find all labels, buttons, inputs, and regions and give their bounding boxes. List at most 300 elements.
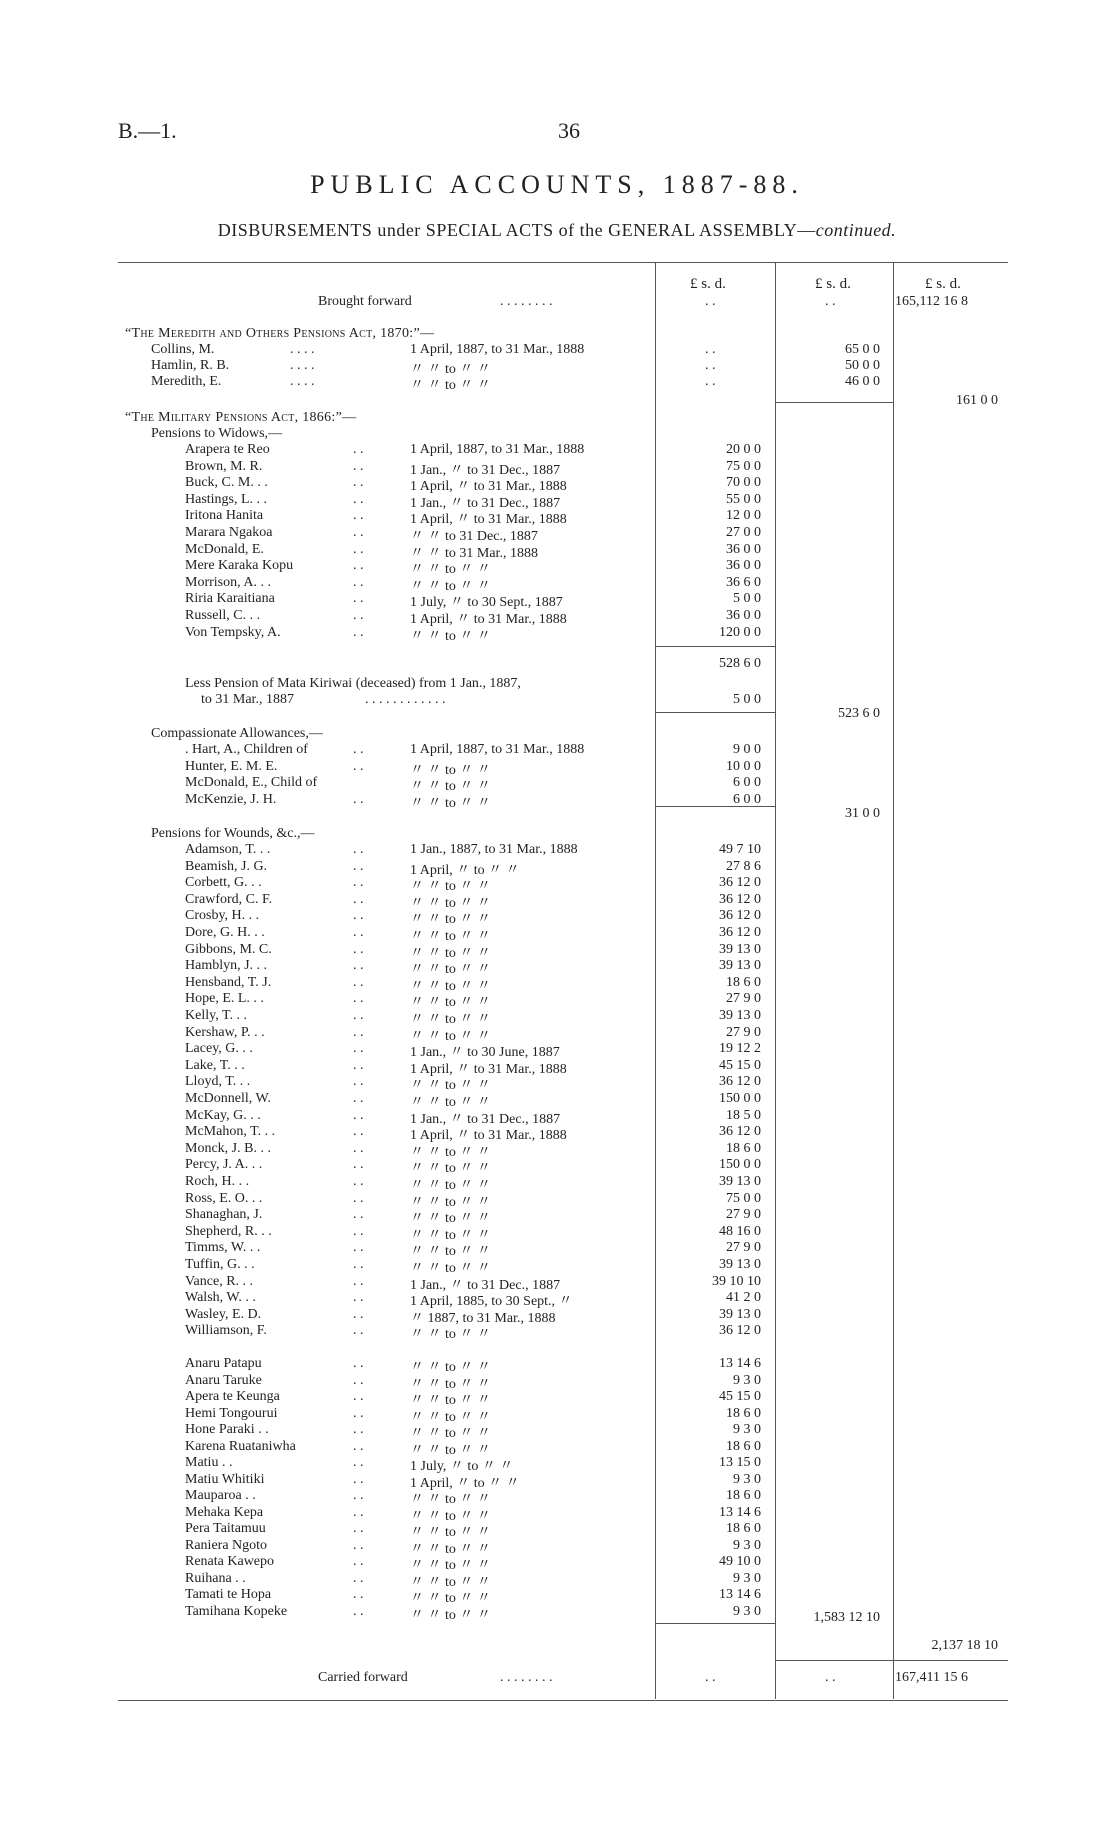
- row-col1-placeholder: . .: [705, 374, 716, 389]
- row-dots: . .: [353, 941, 364, 957]
- row-period: 〃 1887, to 31 Mar., 1888: [410, 1310, 556, 1326]
- row-dots: . .: [353, 475, 364, 491]
- row-period: 〃 〃 to 〃 〃: [410, 1607, 491, 1623]
- row-name: Hamlin, R. B.: [151, 358, 230, 373]
- row-dots: . . . .: [290, 342, 315, 357]
- widows-heading: Pensions to Widows,—: [151, 426, 283, 441]
- row-dots: . .: [353, 458, 364, 474]
- row-name: Shanaghan, J.: [185, 1207, 263, 1223]
- row-amount: 36 12 0: [719, 925, 761, 940]
- row-dots: . .: [353, 525, 364, 540]
- row-amount: 27 9 0: [726, 1024, 761, 1040]
- military-act-heading: “The Military Pensions Act, 1866:”—: [125, 410, 357, 425]
- less-pension-line2: to 31 Mar., 1887: [201, 692, 294, 707]
- row-amount: 10 0 0: [726, 758, 761, 774]
- row-dots: . .: [353, 758, 364, 774]
- row-dots: . .: [353, 875, 364, 891]
- row-period: 〃 〃 to 〃 〃: [410, 378, 491, 393]
- row-name: Gibbons, M. C.: [185, 941, 272, 957]
- row-period: 1 Jan., 1887, to 31 Mar., 1888: [410, 842, 578, 857]
- row-amount: 27 8 6: [726, 858, 761, 874]
- row-amount: 39 13 0: [719, 958, 761, 974]
- widows-rule: [655, 646, 775, 647]
- row-dots: . .: [353, 591, 364, 607]
- row-period: 〃 〃 to 〃 〃: [410, 1442, 491, 1458]
- row-dots: . .: [353, 1389, 364, 1404]
- row-amount: 36 12 0: [719, 1323, 761, 1339]
- row-period: 〃 〃 to 〃 〃: [410, 1178, 491, 1193]
- row-amount: 9 3 0: [733, 1471, 761, 1487]
- row-period: 〃 〃 to 〃 〃: [410, 1508, 491, 1524]
- row-dots: . .: [353, 1323, 364, 1339]
- row-dots: . .: [353, 1521, 364, 1536]
- row-amount: 9 3 0: [733, 1570, 761, 1586]
- row-dots: . .: [353, 442, 364, 457]
- row-period: 1 Jan., 〃 to 31 Dec., 1887: [410, 495, 561, 511]
- row-dots: . .: [353, 491, 364, 507]
- row-name: Ross, E. O. . .: [185, 1190, 263, 1206]
- wounds-heading: Pensions for Wounds, &c.,—: [151, 826, 315, 841]
- row-dots: . .: [353, 541, 364, 557]
- row-amount: 13 14 6: [719, 1504, 761, 1520]
- row-name: Adamson, T. . .: [185, 842, 271, 857]
- row-name: Williamson, F.: [185, 1323, 267, 1339]
- row-dots: . .: [353, 842, 364, 857]
- row-name: Lloyd, T. . .: [185, 1074, 251, 1090]
- row-name: Hemi Tongourui: [185, 1405, 278, 1421]
- row-amount: 150 0 0: [719, 1091, 761, 1106]
- row-amount: 9 3 0: [733, 1603, 761, 1619]
- brought-forward-col2: . .: [825, 294, 836, 309]
- row-amount: 45 15 0: [719, 1389, 761, 1404]
- row-period: 1 April, 〃 to 31 Mar., 1888: [410, 512, 567, 528]
- row-dots: . .: [353, 974, 364, 990]
- row-period: 1 Jan., 〃 to 31 Dec., 1887: [410, 1277, 561, 1293]
- row-dots: . .: [353, 1174, 364, 1189]
- column-divider-2: [775, 262, 776, 1699]
- row-period: 〃 〃 to 〃 〃: [410, 978, 491, 994]
- row-col1-placeholder: . .: [705, 342, 716, 357]
- row-amount: 36 12 0: [719, 891, 761, 907]
- row-name: Karena Ruataniwha: [185, 1438, 296, 1454]
- carried-forward-col2: . .: [825, 1670, 836, 1685]
- row-name: McKenzie, J. H.: [185, 791, 277, 807]
- row-dots: . .: [353, 1057, 364, 1073]
- row-period: 1 April, 1887, to 31 Mar., 1888: [410, 742, 585, 757]
- row-amount: 19 12 2: [719, 1041, 761, 1057]
- subtitle-italic: continued.: [815, 220, 897, 240]
- row-amount: 65 0 0: [845, 342, 880, 357]
- compassionate-heading: Compassionate Allowances,—: [151, 726, 323, 741]
- row-name: Timms, W. . .: [185, 1240, 261, 1256]
- row-amount: 13 15 0: [719, 1455, 761, 1470]
- row-amount: 18 5 0: [726, 1107, 761, 1123]
- less-rule: [655, 712, 775, 713]
- row-amount: 5 0 0: [733, 591, 761, 607]
- brought-forward-total: 165,112 16 8: [895, 294, 968, 309]
- row-name: Vance, R. . .: [185, 1273, 254, 1289]
- widows-total: 523 6 0: [838, 706, 880, 721]
- row-period: 〃 〃 to 〃 〃: [410, 1261, 491, 1276]
- brought-forward-dots: . . . . . . . .: [500, 294, 553, 309]
- page-ref: B.—1.: [118, 118, 177, 143]
- row-dots: . .: [353, 1356, 364, 1371]
- row-dots: . .: [353, 508, 364, 524]
- row-dots: . . . .: [290, 374, 315, 389]
- row-amount: 75 0 0: [726, 1190, 761, 1206]
- brought-forward-col1: . .: [705, 294, 716, 309]
- less-pension-dots: . . . . . . . . . . . .: [365, 692, 446, 707]
- row-dots: . .: [353, 1091, 364, 1106]
- row-name: Wasley, E. D.: [185, 1306, 262, 1322]
- row-amount: 46 0 0: [845, 374, 880, 389]
- row-period: 〃 〃 to 〃 〃: [410, 1591, 491, 1606]
- row-name: Mere Karaka Kopu: [185, 558, 294, 574]
- row-dots: . .: [353, 791, 364, 807]
- row-amount: 18 6 0: [726, 1438, 761, 1454]
- row-name: Hunter, E. M. E.: [185, 758, 278, 774]
- row-period: 〃 〃 to 〃 〃: [410, 1095, 491, 1110]
- row-dots: . .: [353, 558, 364, 574]
- row-name: Dore, G. H. . .: [185, 925, 265, 940]
- row-period: 1 April, 〃 to 31 Mar., 1888: [410, 1061, 567, 1077]
- row-period: 〃 〃 to 〃 〃: [410, 1574, 491, 1590]
- row-name: Pera Taitamuu: [185, 1521, 266, 1536]
- row-amount: 27 9 0: [726, 1207, 761, 1223]
- row-period: 〃 〃 to 〃 〃: [410, 1227, 491, 1243]
- row-name: Matiu . .: [185, 1455, 233, 1470]
- row-dots: . .: [353, 1554, 364, 1569]
- row-period: 1 Jan., 〃 to 30 June, 1887: [410, 1045, 560, 1061]
- row-name: Renata Kawepo: [185, 1554, 275, 1569]
- row-period: 〃 〃 to 〃 〃: [410, 879, 491, 895]
- row-period: 〃 〃 to 〃 〃: [410, 1409, 491, 1425]
- row-amount: 6 0 0: [733, 775, 761, 790]
- row-name: Anaru Taruke: [185, 1372, 262, 1388]
- row-name: Hope, E. L. . .: [185, 991, 264, 1007]
- row-amount: 27 9 0: [726, 991, 761, 1007]
- row-name: Shepherd, R. . .: [185, 1223, 272, 1239]
- row-amount: 120 0 0: [719, 624, 761, 640]
- row-name: Russell, C. . .: [185, 608, 261, 623]
- row-name: Crawford, C. F.: [185, 891, 273, 907]
- row-name: Roch, H. . .: [185, 1174, 250, 1189]
- row-amount: 45 15 0: [719, 1057, 761, 1073]
- row-period: 1 April, 1885, to 30 Sept., 〃: [410, 1294, 573, 1310]
- row-amount: 9 3 0: [733, 1422, 761, 1437]
- row-name: Tamati te Hopa: [185, 1587, 272, 1602]
- row-amount: 36 0 0: [726, 541, 761, 557]
- row-name: Hone Paraki . .: [185, 1422, 269, 1437]
- row-amount: 9 0 0: [733, 742, 761, 757]
- row-period: 〃 〃 to 〃 〃: [410, 912, 491, 928]
- row-period: 〃 〃 to 〃 〃: [410, 1327, 491, 1343]
- row-dots: . .: [353, 742, 364, 757]
- row-name: Walsh, W. . .: [185, 1290, 256, 1306]
- row-period: 〃 〃 to 〃 〃: [410, 362, 491, 377]
- row-name: Kelly, T. . .: [185, 1008, 247, 1023]
- row-dots: . .: [353, 574, 364, 590]
- row-name: Morrison, A. . .: [185, 574, 271, 590]
- row-period: 〃 〃 to 〃 〃: [410, 1426, 491, 1441]
- row-period: 〃 〃 to 〃 〃: [410, 1194, 491, 1210]
- row-dots: . .: [353, 1124, 364, 1140]
- row-period: 〃 〃 to 〃 〃: [410, 779, 491, 794]
- row-dots: . .: [353, 908, 364, 924]
- row-amount: 49 7 10: [719, 842, 761, 857]
- meredith-total: 161 0 0: [956, 393, 998, 408]
- row-period: 〃 〃 to 〃 〃: [410, 995, 491, 1011]
- row-period: 〃 〃 to 31 Dec., 1887: [410, 529, 538, 544]
- row-name: Corbett, G. . .: [185, 875, 262, 891]
- row-name: Tamihana Kopeke: [185, 1603, 288, 1619]
- row-name: Beamish, J. G.: [185, 858, 268, 874]
- row-name: Apera te Keunga: [185, 1389, 280, 1404]
- row-amount: 36 12 0: [719, 1074, 761, 1090]
- row-name: Kershaw, P. . .: [185, 1024, 265, 1040]
- page-title: PUBLIC ACCOUNTS, 1887-88.: [310, 170, 804, 199]
- row-period: 〃 〃 to 〃 〃: [410, 795, 491, 811]
- row-amount: 18 6 0: [726, 1488, 761, 1503]
- row-name: Monck, J. B. . .: [185, 1140, 271, 1156]
- less-pension-line1: Less Pension of Mata Kiriwai (deceased) from 1 Jan., 1887,: [185, 676, 521, 691]
- row-amount: 49 10 0: [719, 1554, 761, 1569]
- row-amount: 150 0 0: [719, 1157, 761, 1173]
- row-dots: . .: [353, 991, 364, 1007]
- row-amount: 36 0 0: [726, 558, 761, 574]
- row-dots: . .: [353, 1290, 364, 1306]
- row-dots: . .: [353, 1537, 364, 1553]
- row-name: McKay, G. . .: [185, 1107, 261, 1123]
- row-name: Meredith, E.: [151, 374, 222, 389]
- row-dots: . . . .: [290, 358, 315, 373]
- subtitle-main: DISBURSEMENTS under SPECIAL ACTS of the GENERAL ASSEMBLY—: [217, 220, 816, 240]
- row-dots: . .: [353, 1372, 364, 1388]
- row-amount: 18 6 0: [726, 1405, 761, 1421]
- row-name: Percy, J. A. . .: [185, 1157, 263, 1173]
- row-period: 〃 〃 to 〃 〃: [410, 1244, 491, 1260]
- page-number: 36: [558, 118, 580, 143]
- row-dots: . .: [353, 1306, 364, 1322]
- row-name: McDonald, E.: [185, 541, 264, 557]
- row-period: 〃 〃 to 〃 〃: [410, 1525, 491, 1540]
- row-dots: . .: [353, 1140, 364, 1156]
- row-amount: 20 0 0: [726, 442, 761, 457]
- row-amount: 39 13 0: [719, 1257, 761, 1272]
- row-name: Marara Ngakoa: [185, 525, 273, 540]
- row-period: 1 Jan., 〃 to 31 Dec., 1887: [410, 462, 561, 478]
- row-period: 1 April, 〃 to 〃 〃: [410, 1475, 520, 1491]
- row-name: Ruihana . .: [185, 1570, 246, 1586]
- row-amount: 75 0 0: [726, 458, 761, 474]
- row-dots: . .: [353, 1471, 364, 1487]
- row-period: 〃 〃 to 〃 〃: [410, 1144, 491, 1160]
- less-pension-amount: 5 0 0: [733, 692, 761, 707]
- row-amount: 36 12 0: [719, 875, 761, 891]
- row-dots: . .: [353, 1504, 364, 1520]
- row-dots: . .: [353, 1207, 364, 1223]
- carried-forward-col1: . .: [705, 1670, 716, 1685]
- row-dots: . .: [353, 1041, 364, 1057]
- row-dots: . .: [353, 1438, 364, 1454]
- row-dots: . .: [353, 1024, 364, 1040]
- row-name: Von Tempsky, A.: [185, 624, 281, 640]
- row-name: Mehaka Kepa: [185, 1504, 264, 1520]
- row-name: . Hart, A., Children of: [185, 742, 308, 757]
- row-name: Lake, T. . .: [185, 1057, 245, 1073]
- row-amount: 13 14 6: [719, 1356, 761, 1371]
- brought-forward-label: Brought forward: [318, 294, 412, 309]
- row-amount: 27 0 0: [726, 525, 761, 540]
- row-dots: . .: [353, 891, 364, 907]
- row-amount: 55 0 0: [726, 491, 761, 507]
- row-dots: . .: [353, 1570, 364, 1586]
- row-period: 〃 〃 to 〃 〃: [410, 945, 491, 961]
- row-name: Mauparoa . .: [185, 1488, 256, 1503]
- row-period: 〃 〃 to 〃 〃: [410, 1161, 491, 1177]
- row-dots: . .: [353, 1455, 364, 1470]
- row-amount: 36 12 0: [719, 1124, 761, 1140]
- row-amount: 6 0 0: [733, 791, 761, 807]
- row-amount: 48 16 0: [719, 1223, 761, 1239]
- row-period: 〃 〃 to 〃 〃: [410, 562, 491, 578]
- row-amount: 41 2 0: [726, 1290, 761, 1306]
- row-name: Tuffin, G. . .: [185, 1257, 255, 1272]
- row-dots: . .: [353, 1405, 364, 1421]
- row-dots: . .: [353, 858, 364, 874]
- row-period: 1 April, 1887, to 31 Mar., 1888: [410, 442, 585, 457]
- row-dots: . .: [353, 1190, 364, 1206]
- row-period: 1 Jan., 〃 to 31 Dec., 1887: [410, 1111, 561, 1127]
- row-period: 〃 〃 to 〃 〃: [410, 962, 491, 978]
- row-dots: . .: [353, 1587, 364, 1602]
- row-amount: 27 9 0: [726, 1240, 761, 1256]
- row-dots: . .: [353, 1074, 364, 1090]
- row-name: Buck, C. M. . .: [185, 475, 268, 491]
- row-period: 〃 〃 to 31 Mar., 1888: [410, 545, 538, 561]
- row-period: 1 April, 1887, to 31 Mar., 1888: [410, 342, 585, 357]
- row-name: Hamblyn, J. . .: [185, 958, 268, 974]
- wounds-rule: [655, 1623, 775, 1624]
- row-name: McDonnell, W.: [185, 1091, 271, 1106]
- row-dots: . .: [353, 925, 364, 940]
- row-amount: 18 6 0: [726, 1521, 761, 1536]
- row-period: 〃 〃 to 〃 〃: [410, 1211, 491, 1227]
- row-period: 〃 〃 to 〃 〃: [410, 1376, 491, 1392]
- row-period: 1 July, 〃 to 〃 〃: [410, 1459, 514, 1474]
- meredith-act-heading: “The Meredith and Others Pensions Act, 1870:”—: [125, 326, 435, 341]
- row-dots: . .: [353, 1488, 364, 1503]
- row-period: 1 April, 〃 to 31 Mar., 1888: [410, 612, 567, 627]
- row-name: Raniera Ngoto: [185, 1537, 268, 1553]
- row-name: Crosby, H. . .: [185, 908, 260, 924]
- row-amount: 18 6 0: [726, 1140, 761, 1156]
- row-period: 1 April, 〃 to 31 Mar., 1888: [410, 1128, 567, 1144]
- row-amount: 13 14 6: [719, 1587, 761, 1602]
- row-name: Brown, M. R.: [185, 458, 263, 474]
- row-amount: 39 10 10: [712, 1273, 761, 1289]
- row-dots: . .: [353, 608, 364, 623]
- row-name: Riria Karaitiana: [185, 591, 275, 607]
- carried-forward-total: 167,411 15 6: [895, 1670, 968, 1685]
- row-name: McDonald, E., Child of: [185, 775, 318, 790]
- row-amount: 9 3 0: [733, 1537, 761, 1553]
- row-period: 1 April, 〃 to 〃 〃: [410, 862, 520, 878]
- row-name: Arapera te Reo: [185, 442, 270, 457]
- widows-subtotal: 528 6 0: [719, 656, 761, 671]
- row-amount: 39 13 0: [719, 941, 761, 957]
- row-name: Collins, M.: [151, 342, 215, 357]
- row-dots: . .: [353, 1008, 364, 1023]
- row-dots: . .: [353, 1223, 364, 1239]
- row-name: Hastings, L. . .: [185, 491, 268, 507]
- column-header-1: £ s. d.: [690, 276, 726, 292]
- column-divider-1: [655, 262, 656, 1699]
- row-period: 1 July, 〃 to 30 Sept., 1887: [410, 595, 563, 611]
- row-period: 〃 〃 to 〃 〃: [410, 1078, 491, 1094]
- row-amount: 39 13 0: [719, 1174, 761, 1189]
- column-header-3: £ s. d.: [925, 276, 961, 292]
- column-header-2: £ s. d.: [815, 276, 851, 292]
- row-dots: . .: [353, 1107, 364, 1123]
- row-amount: 36 12 0: [719, 908, 761, 924]
- row-name: Lacey, G. . .: [185, 1041, 253, 1057]
- row-period: 〃 〃 to 〃 〃: [410, 628, 491, 644]
- row-name: Matiu Whitiki: [185, 1471, 265, 1487]
- row-period: 〃 〃 to 〃 〃: [410, 895, 491, 911]
- row-period: 〃 〃 to 〃 〃: [410, 1492, 491, 1507]
- compassionate-rule: [655, 806, 775, 807]
- row-period: 〃 〃 to 〃 〃: [410, 929, 491, 944]
- row-amount: 9 3 0: [733, 1372, 761, 1388]
- row-amount: 39 13 0: [719, 1306, 761, 1322]
- row-dots: . .: [353, 1257, 364, 1272]
- row-col1-placeholder: . .: [705, 358, 716, 373]
- row-name: Hensband, T. J.: [185, 974, 272, 990]
- row-period: 〃 〃 to 〃 〃: [410, 762, 491, 778]
- act-total-rule: [775, 1660, 1008, 1661]
- wounds-total: 1,583 12 10: [813, 1610, 880, 1625]
- column-divider-3: [893, 262, 894, 1699]
- row-period: 〃 〃 to 〃 〃: [410, 578, 491, 594]
- row-amount: 36 6 0: [726, 574, 761, 590]
- page-subtitle: [0, 220, 1114, 241]
- row-dots: . .: [353, 1240, 364, 1256]
- row-name: Anaru Patapu: [185, 1356, 262, 1371]
- military-act-total: 2,137 18 10: [931, 1638, 998, 1653]
- row-dots: . .: [353, 1603, 364, 1619]
- row-period: 〃 〃 to 〃 〃: [410, 1541, 491, 1557]
- row-amount: 70 0 0: [726, 475, 761, 491]
- row-amount: 39 13 0: [719, 1008, 761, 1023]
- row-dots: . .: [353, 1422, 364, 1437]
- row-period: 〃 〃 to 〃 〃: [410, 1012, 491, 1027]
- carried-forward-dots: . . . . . . . .: [500, 1670, 553, 1685]
- row-name: McMahon, T. . .: [185, 1124, 276, 1140]
- row-period: 〃 〃 to 〃 〃: [410, 1558, 491, 1573]
- compassionate-total: 31 0 0: [845, 806, 880, 821]
- row-dots: . .: [353, 958, 364, 974]
- row-amount: 12 0 0: [726, 508, 761, 524]
- row-name: Iritona Hanita: [185, 508, 264, 524]
- row-dots: . .: [353, 1157, 364, 1173]
- meredith-rule: [775, 402, 893, 403]
- row-period: 〃 〃 to 〃 〃: [410, 1028, 491, 1044]
- row-period: 〃 〃 to 〃 〃: [410, 1393, 491, 1408]
- row-amount: 36 0 0: [726, 608, 761, 623]
- row-dots: . .: [353, 1273, 364, 1289]
- row-period: 1 April, 〃 to 31 Mar., 1888: [410, 479, 567, 495]
